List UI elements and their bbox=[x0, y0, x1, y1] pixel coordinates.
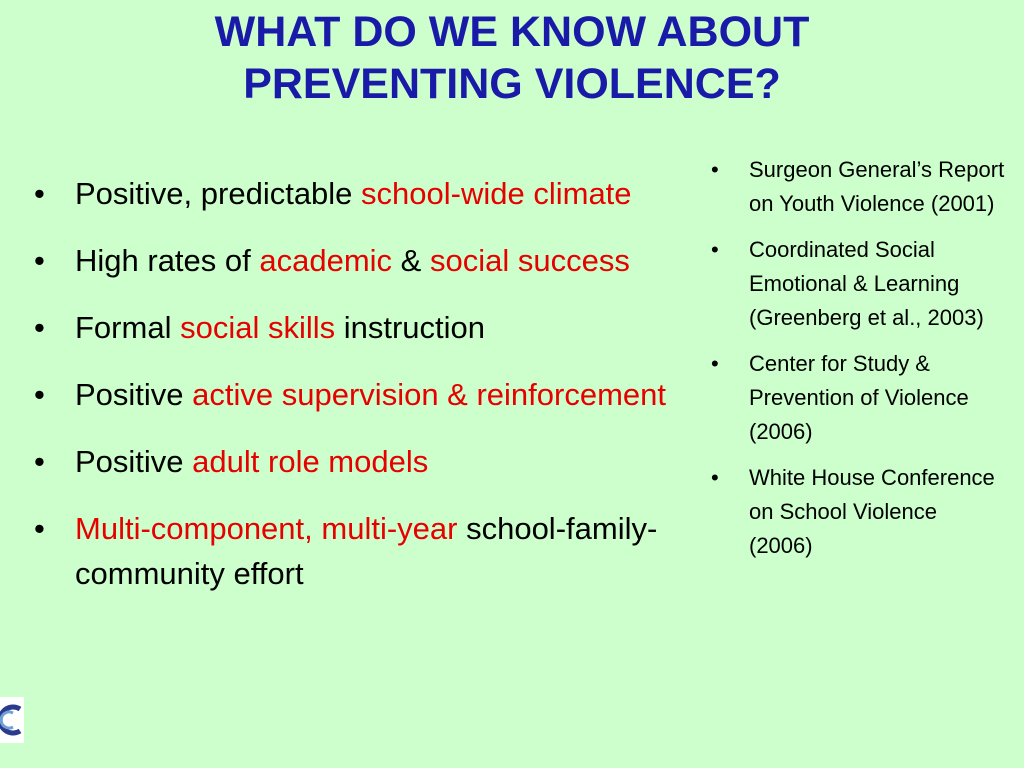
bullet-text: High rates of bbox=[75, 243, 260, 278]
main-bullet-item bbox=[30, 372, 680, 417]
bullet-icon: • bbox=[34, 511, 45, 546]
bullet-icon: • bbox=[34, 444, 45, 479]
reference-item bbox=[705, 347, 1005, 449]
bullet-highlight: social success bbox=[429, 243, 630, 278]
reference-text: Center for Study & Prevention of Violence (2006) bbox=[749, 351, 969, 444]
bullet-icon: • bbox=[34, 243, 45, 278]
slide-title-line-2: PREVENTING VIOLENCE? bbox=[243, 60, 781, 108]
reference-text: Coordinated Social Emotional & Learning (Greenberg et al., 2003) bbox=[749, 237, 984, 330]
bullet-text: Positive bbox=[75, 444, 193, 479]
reference-text: White House Conference on School Violence (2006) bbox=[749, 465, 995, 558]
reference-text: Surgeon General’s Report on Youth Violence (2001) bbox=[749, 157, 1005, 216]
main-bullet-list bbox=[30, 171, 680, 618]
main-bullet-item bbox=[30, 305, 680, 350]
main-bullet-item bbox=[30, 506, 680, 596]
bullet-highlight: Multi-component, multi-year bbox=[75, 511, 458, 546]
bullet-text: & bbox=[392, 243, 430, 278]
bullet-icon: • bbox=[34, 377, 45, 412]
bullet-text: Formal bbox=[75, 310, 181, 345]
reference-item bbox=[705, 153, 1005, 221]
bullet-icon: • bbox=[34, 176, 45, 211]
bullet-text: Positive, predictable bbox=[75, 176, 362, 211]
logo-graphic bbox=[0, 697, 24, 743]
reference-list bbox=[705, 153, 1005, 575]
bullet-text: instruction bbox=[335, 310, 486, 345]
main-bullet-item bbox=[30, 171, 680, 216]
bullet-icon: • bbox=[711, 157, 719, 182]
main-bullet-item bbox=[30, 439, 680, 484]
bullet-icon: • bbox=[711, 237, 719, 262]
bullet-highlight: social skills bbox=[180, 310, 336, 345]
partial-c-logo-icon bbox=[0, 697, 24, 743]
bullet-highlight: active supervision & reinforcement bbox=[192, 377, 666, 412]
bullet-highlight: academic bbox=[259, 243, 393, 278]
slide-title bbox=[0, 6, 1024, 110]
reference-item bbox=[705, 461, 1005, 563]
slide-title-line-1: WHAT DO WE KNOW ABOUT bbox=[214, 8, 810, 56]
bullet-text: school-family-community effort bbox=[75, 511, 658, 591]
bullet-icon: • bbox=[711, 351, 719, 376]
bullet-text: Positive bbox=[75, 377, 193, 412]
bullet-icon: • bbox=[711, 465, 719, 490]
main-bullet-item bbox=[30, 238, 680, 283]
bullet-highlight: school-wide climate bbox=[361, 176, 632, 211]
bullet-icon: • bbox=[34, 310, 45, 345]
bullet-highlight: adult role models bbox=[192, 444, 429, 479]
reference-item bbox=[705, 233, 1005, 335]
